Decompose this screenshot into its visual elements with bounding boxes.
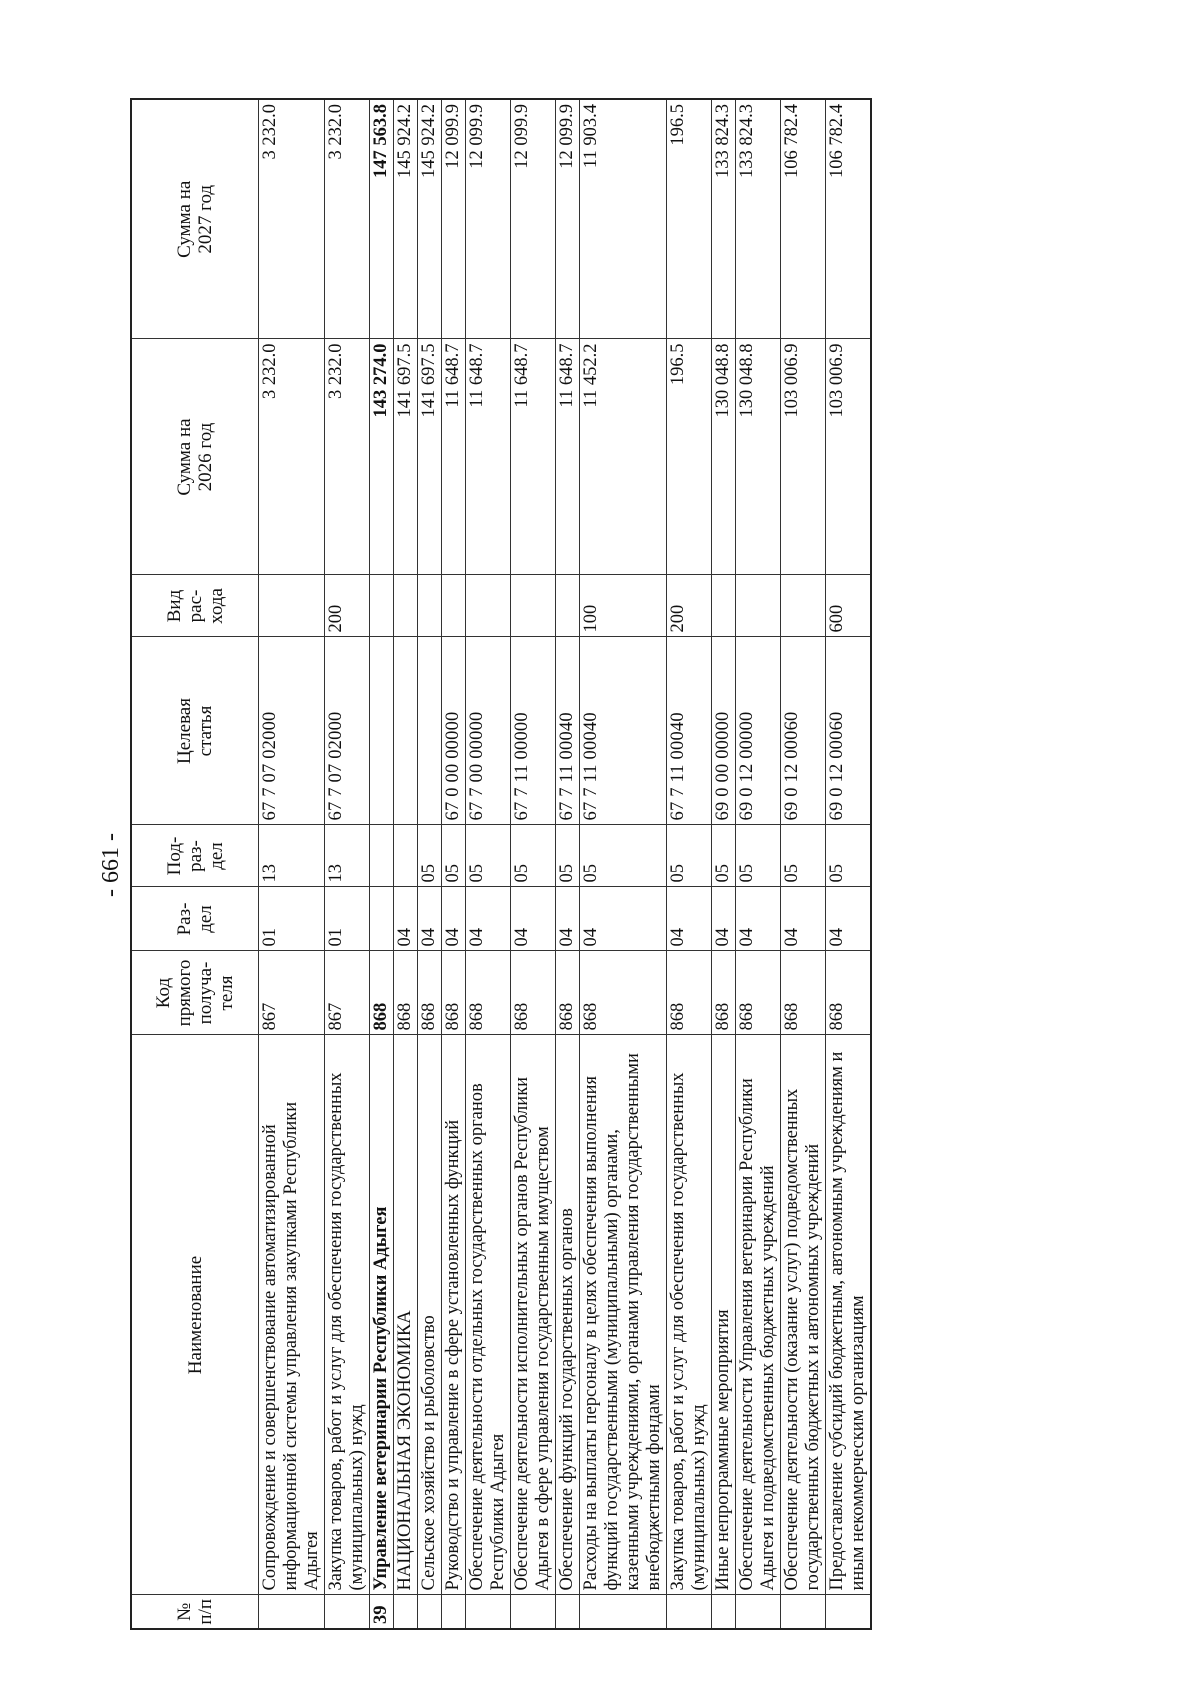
row-recipient-code: 868 — [712, 951, 736, 1035]
row-target-article — [370, 637, 394, 825]
row-subsection: 05 — [712, 825, 736, 887]
row-sum-2026: 141 697.5 — [394, 339, 418, 575]
table-row — [259, 99, 325, 1629]
row-recipient-code: 868 — [511, 951, 556, 1035]
row-expense-type — [370, 575, 394, 637]
row-subsection: 05 — [511, 825, 556, 887]
row-sum-2027: 12 099.9 — [442, 99, 466, 339]
row-sum-2027: 133 824.3 — [712, 99, 736, 339]
row-sum-2027: 133 824.3 — [736, 99, 781, 339]
row-sum-2026: 196.5 — [667, 339, 712, 575]
header-label-line: 2027 год — [195, 184, 216, 254]
row-subsection: 05 — [418, 825, 442, 887]
header-label-line: дел — [205, 842, 227, 870]
table-row — [466, 99, 511, 1629]
row-section: 04 — [667, 887, 712, 951]
row-sum-2026: 103 006.9 — [781, 339, 826, 575]
row-sum-2027: 106 782.4 — [781, 99, 826, 339]
header-label-line: Под- — [163, 836, 185, 876]
header-label-line: раз- — [184, 840, 206, 872]
header-label-line: Раз- — [174, 902, 195, 936]
row-recipient-code: 868 — [736, 951, 781, 1035]
row-section: 04 — [781, 887, 826, 951]
header-label-line: Код — [153, 977, 174, 1009]
row-name: Предоставление субсидий бюджетным, автономным учреждениям и иным некоммерческим организациям — [826, 1035, 872, 1595]
table-row — [556, 99, 580, 1629]
rotated-document — [98, 100, 1015, 1630]
row-section: 04 — [442, 887, 466, 951]
row-recipient-code: 868 — [826, 951, 872, 1035]
row-sum-2027: 11 903.4 — [580, 99, 667, 339]
row-target-article: 67 7 11 00040 — [667, 637, 712, 825]
row-expense-type: 600 — [826, 575, 872, 637]
row-sum-2026: 130 048.8 — [712, 339, 736, 575]
row-number — [667, 1595, 712, 1629]
table-row — [667, 99, 712, 1629]
row-sum-2026: 3 232.0 — [325, 339, 370, 575]
header-target-article — [131, 637, 259, 825]
row-number — [466, 1595, 511, 1629]
row-recipient-code: 868 — [442, 951, 466, 1035]
row-expense-type — [418, 575, 442, 637]
row-expense-type — [712, 575, 736, 637]
table-body — [259, 99, 872, 1629]
row-section: 01 — [325, 887, 370, 951]
row-sum-2026: 130 048.8 — [736, 339, 781, 575]
row-target-article: 67 7 00 00000 — [466, 637, 511, 825]
row-number — [556, 1595, 580, 1629]
row-recipient-code: 868 — [466, 951, 511, 1035]
row-name: Управление ветеринарии Республики Адыгея — [370, 1035, 394, 1595]
row-sum-2027: 3 232.0 — [259, 99, 325, 339]
header-label-line: прямого — [174, 959, 195, 1027]
row-target-article: 67 7 07 02000 — [259, 637, 325, 825]
header-label-line: Целевая — [174, 698, 195, 764]
header-label-line: статья — [195, 705, 216, 757]
row-sum-2027: 106 782.4 — [826, 99, 872, 339]
row-target-article: 69 0 12 00000 — [736, 637, 781, 825]
row-section: 04 — [736, 887, 781, 951]
row-name: Руководство и управление в сфере установленных функций — [442, 1035, 466, 1595]
table-row — [826, 99, 872, 1629]
page-number: - 661 - — [98, 833, 124, 897]
row-expense-type: 200 — [667, 575, 712, 637]
row-sum-2027: 12 099.9 — [556, 99, 580, 339]
row-expense-type — [781, 575, 826, 637]
table-row — [580, 99, 667, 1629]
row-target-article: 69 0 12 00060 — [781, 637, 826, 825]
row-target-article: 69 0 12 00060 — [826, 637, 872, 825]
header-label-line: Наименование — [184, 1255, 206, 1375]
row-sum-2026: 103 006.9 — [826, 339, 872, 575]
row-subsection: 05 — [442, 825, 466, 887]
row-recipient-code: 868 — [580, 951, 667, 1035]
row-number — [826, 1595, 872, 1629]
row-sum-2027: 12 099.9 — [466, 99, 511, 339]
row-name: Обеспечение функций государственных органов — [556, 1035, 580, 1595]
header-label-line: Вид — [163, 589, 185, 623]
row-subsection: 05 — [580, 825, 667, 887]
row-section — [370, 887, 394, 951]
budget-table — [130, 98, 872, 1630]
table-row — [325, 99, 370, 1629]
table-header-row — [131, 99, 259, 1629]
header-sum-2027 — [131, 99, 259, 339]
row-number — [325, 1595, 370, 1629]
row-target-article: 67 7 11 00040 — [556, 637, 580, 825]
row-name: Закупка товаров, работ и услуг для обеспечения государственных (муниципальных) нужд — [325, 1035, 370, 1595]
row-section: 04 — [580, 887, 667, 951]
header-label-line: Сумма на — [174, 180, 195, 258]
row-section: 04 — [511, 887, 556, 951]
header-label-line: № — [174, 1602, 195, 1621]
header-section — [131, 887, 259, 951]
table-row — [418, 99, 442, 1629]
row-target-article — [394, 637, 418, 825]
row-number: 39 — [370, 1595, 394, 1629]
header-label-line: хода — [205, 588, 227, 624]
row-recipient-code: 868 — [418, 951, 442, 1035]
row-subsection: 05 — [556, 825, 580, 887]
row-sum-2027: 147 563.8 — [370, 99, 394, 339]
row-section: 04 — [394, 887, 418, 951]
row-sum-2027: 12 099.9 — [511, 99, 556, 339]
table-row — [712, 99, 736, 1629]
row-subsection: 13 — [259, 825, 325, 887]
row-section: 04 — [466, 887, 511, 951]
row-subsection — [394, 825, 418, 887]
row-expense-type — [466, 575, 511, 637]
row-name: Закупка товаров, работ и услуг для обеспечения государственных (муниципальных) нужд — [667, 1035, 712, 1595]
table-row — [736, 99, 781, 1629]
row-expense-type: 100 — [580, 575, 667, 637]
header-subsection — [131, 825, 259, 887]
header-label-line: 2026 год — [195, 422, 216, 492]
table-row — [394, 99, 418, 1629]
row-target-article — [418, 637, 442, 825]
row-sum-2026: 141 697.5 — [418, 339, 442, 575]
row-number — [394, 1595, 418, 1629]
row-section: 04 — [418, 887, 442, 951]
row-number — [712, 1595, 736, 1629]
row-number — [781, 1595, 826, 1629]
row-section: 01 — [259, 887, 325, 951]
row-sum-2027: 196.5 — [667, 99, 712, 339]
row-expense-type — [394, 575, 418, 637]
row-sum-2027: 145 924.2 — [418, 99, 442, 339]
row-number — [580, 1595, 667, 1629]
row-section: 04 — [712, 887, 736, 951]
table-row — [511, 99, 556, 1629]
row-recipient-code: 867 — [259, 951, 325, 1035]
row-sum-2026: 3 232.0 — [259, 339, 325, 575]
header-label-line: дел — [195, 905, 216, 933]
header-sum-2026 — [131, 339, 259, 575]
row-expense-type — [511, 575, 556, 637]
row-name: Обеспечение деятельности отдельных государственных органов Республики Адыгея — [466, 1035, 511, 1595]
row-expense-type — [442, 575, 466, 637]
row-sum-2026: 11 648.7 — [511, 339, 556, 575]
row-name: Обеспечение деятельности Управления ветеринарии Республики Адыгея и подведомственных бюджетных учреждений — [736, 1035, 781, 1595]
row-sum-2026: 11 648.7 — [556, 339, 580, 575]
row-target-article: 67 7 11 00000 — [511, 637, 556, 825]
row-sum-2027: 145 924.2 — [394, 99, 418, 339]
row-expense-type — [556, 575, 580, 637]
row-sum-2027: 3 232.0 — [325, 99, 370, 339]
row-recipient-code: 867 — [325, 951, 370, 1035]
row-target-article: 69 0 00 00000 — [712, 637, 736, 825]
row-name: Обеспечение деятельности исполнительных органов Республики Адыгея в сфере управления государственным имуществом — [511, 1035, 556, 1595]
row-name: Расходы на выплаты персоналу в целях обеспечения выполнения функций государственными (муниципальными) органами, казенными учреждениями, органами управления государственными внебюджетными фондами — [580, 1035, 667, 1595]
row-sum-2026: 11 648.7 — [442, 339, 466, 575]
row-number — [511, 1595, 556, 1629]
table-row — [781, 99, 826, 1629]
header-label-line: п/п — [195, 1598, 216, 1625]
row-target-article: 67 0 00 00000 — [442, 637, 466, 825]
row-subsection: 13 — [325, 825, 370, 887]
row-expense-type — [259, 575, 325, 637]
row-number — [736, 1595, 781, 1629]
row-expense-type — [736, 575, 781, 637]
row-number — [442, 1595, 466, 1629]
row-name: Обеспечение деятельности (оказание услуг) подведомственных государственных бюджетных и автономных учреждений — [781, 1035, 826, 1595]
scanned-page — [98, 100, 1015, 1630]
row-section: 04 — [826, 887, 872, 951]
row-recipient-code: 868 — [556, 951, 580, 1035]
row-target-article: 67 7 11 00040 — [580, 637, 667, 825]
row-expense-type: 200 — [325, 575, 370, 637]
row-recipient-code: 868 — [667, 951, 712, 1035]
row-section: 04 — [556, 887, 580, 951]
row-name: Сопровождение и совершенствование автоматизированной информационной системы управления закупками Республики Адыгея — [259, 1035, 325, 1595]
row-sum-2026: 143 274.0 — [370, 339, 394, 575]
row-recipient-code: 868 — [394, 951, 418, 1035]
row-sum-2026: 11 452.2 — [580, 339, 667, 575]
row-number — [259, 1595, 325, 1629]
row-subsection: 05 — [466, 825, 511, 887]
header-label-line: получа- — [195, 961, 216, 1025]
row-subsection: 05 — [667, 825, 712, 887]
header-label-line: Сумма на — [174, 418, 195, 496]
row-target-article: 67 7 07 02000 — [325, 637, 370, 825]
row-recipient-code: 868 — [370, 951, 394, 1035]
row-name: НАЦИОНАЛЬНАЯ ЭКОНОМИКА — [394, 1035, 418, 1595]
header-recipient-code — [131, 951, 259, 1035]
row-subsection — [370, 825, 394, 887]
row-name: Сельское хозяйство и рыболовство — [418, 1035, 442, 1595]
row-sum-2026: 11 648.7 — [466, 339, 511, 575]
row-recipient-code: 868 — [781, 951, 826, 1035]
row-subsection: 05 — [781, 825, 826, 887]
header-expense-type — [131, 575, 259, 637]
header-label-line: рас- — [184, 589, 206, 623]
table-row — [442, 99, 466, 1629]
header-name — [131, 1035, 259, 1595]
table-row — [370, 99, 394, 1629]
header-num — [131, 1595, 259, 1629]
row-subsection: 05 — [826, 825, 872, 887]
row-number — [418, 1595, 442, 1629]
row-subsection: 05 — [736, 825, 781, 887]
header-label-line: теля — [216, 975, 237, 1011]
row-name: Иные непрограммные мероприятия — [712, 1035, 736, 1595]
